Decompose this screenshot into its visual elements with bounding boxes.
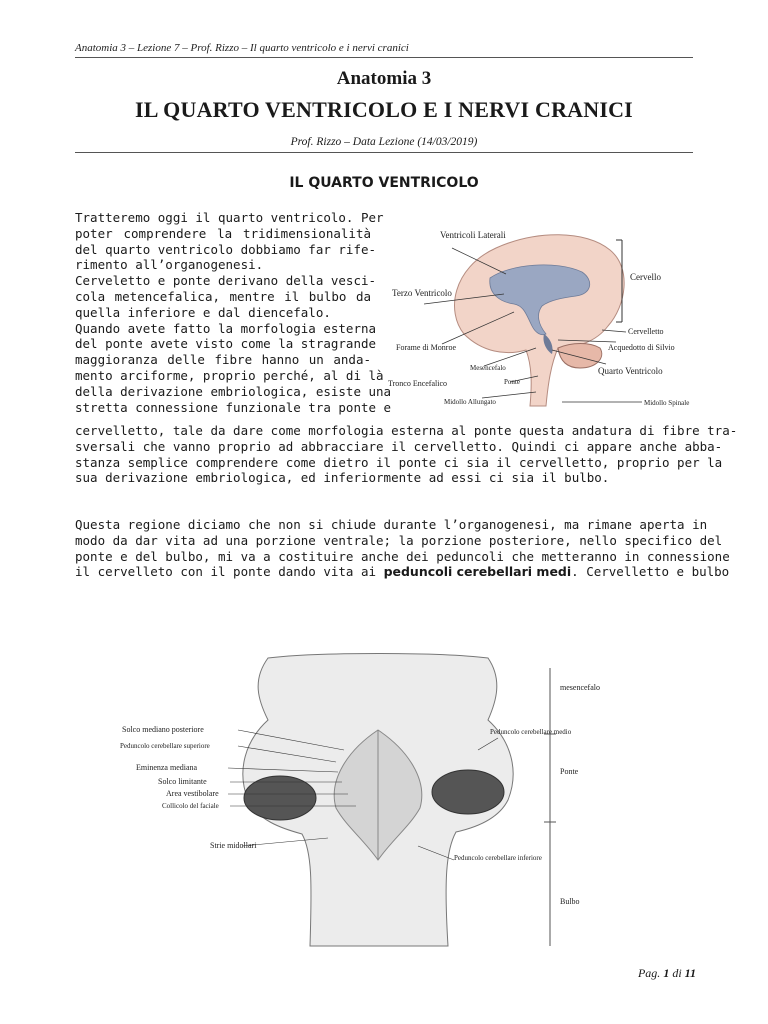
section-title: IL QUARTO VENTRICOLO xyxy=(289,175,479,191)
running-header: Anatomia 3 – Lezione 7 – Prof. Rizzo – Il quarto ventricolo e i nervi cranici xyxy=(75,42,409,54)
text-line: modo da dar vita ad una porzione ventrale; la porzione posteriore, nello specifico del xyxy=(75,532,723,548)
label-midollo-allungato: Midollo Allungato xyxy=(444,398,496,406)
label-peduncolo-inf: Peduncolo cerebellare inferiore xyxy=(454,854,542,862)
label-solco-mediano: Solco mediano posteriore xyxy=(122,725,204,734)
label-terzo-ventricolo: Terzo Ventricolo xyxy=(392,288,452,298)
middle-peduncle-left xyxy=(244,776,316,820)
text-line: Quando avete fatto la morfologia esterna xyxy=(75,320,377,336)
label-collicolo: Collicolo del faciale xyxy=(162,802,219,810)
text-line: stretta connessione funzionale tra ponte e xyxy=(75,399,392,415)
label-quarto-ventricolo: Quarto Ventricolo xyxy=(598,366,663,376)
text-line: Tratteremo oggi il quarto ventricolo. Per xyxy=(75,210,384,225)
text-line: rimento all’organogenesi. xyxy=(75,257,264,273)
text-line: maggioranza delle fibre hanno un anda- xyxy=(75,352,371,368)
text-line: poter comprendere la tridimensionalità xyxy=(75,225,371,241)
cerebellum-shape xyxy=(558,344,602,369)
label-ponte-range: Ponte xyxy=(560,767,579,776)
page-footer xyxy=(638,966,696,981)
label-cervelletto: Cervelletto xyxy=(628,327,664,336)
middle-peduncle-right xyxy=(432,770,504,814)
label-tronco: Tronco Encefalico xyxy=(388,379,448,388)
lecture-meta: Prof. Rizzo – Data Lezione (14/03/2019) xyxy=(290,136,478,148)
footer-page-total: 11 xyxy=(684,966,696,980)
page-title: IL QUARTO VENTRICOLO E I NERVI CRANICI xyxy=(135,97,633,122)
text-line: sua derivazione embriologica, ed inferiormente ad essi ci sia il bulbo. xyxy=(75,470,610,486)
footer-page-number: 1 xyxy=(663,966,670,980)
course-title: Anatomia 3 xyxy=(336,68,432,89)
text-line: del ponte avete visto come la stragrande xyxy=(75,336,377,352)
text-line: Cerveletto e ponte derivano della vesci- xyxy=(75,273,377,289)
text-line: sversali che vanno proprio ad abbracciare il cervelletto. Quindi ci appare anche abba- xyxy=(75,438,723,454)
text-line: ponte e del bulbo, mi va a costituire anche dei peduncoli che metteranno in connessione xyxy=(75,548,730,564)
label-peduncolo-sup: Peduncolo cerebellare superiore xyxy=(120,742,210,750)
bold-term: peduncoli cerebellari medi xyxy=(383,564,572,580)
label-ponte: Ponte xyxy=(504,378,520,386)
label-eminenza: Eminenza mediana xyxy=(136,763,198,772)
text-line: del quarto ventricolo dobbiamo far rife- xyxy=(75,241,377,257)
label-ventricoli-laterali: Ventricoli Laterali xyxy=(440,230,506,240)
label-bulbo-range: Bulbo xyxy=(560,897,580,906)
title-divider xyxy=(75,152,693,153)
label-cervello: Cervello xyxy=(630,272,661,282)
text-line: cola metencefalica, mentre il bulbo da xyxy=(75,288,371,304)
label-peduncolo-medio: Peduncolo cerebellare medio xyxy=(490,728,572,736)
brain-outline xyxy=(455,235,625,406)
text-line: Questa regione diciamo che non si chiude durante l’organogenesi, ma rimane aperta in xyxy=(75,517,708,532)
label-mesencefalo: Mesencefalo xyxy=(470,364,506,372)
brain-ventricles-figure xyxy=(386,216,696,412)
text-segment: il cervelleto con il ponte dando vita ai xyxy=(75,564,384,580)
text-line: della derivazione embriologica, esiste una xyxy=(75,383,392,399)
label-forame: Forame di Monroe xyxy=(396,343,456,352)
label-acquedotto: Acquedotto di Silvio xyxy=(608,343,675,352)
text-line: mento arciforme, proprio perché, al di là xyxy=(75,367,384,383)
text-line xyxy=(75,564,730,580)
paragraph1-left-column xyxy=(75,210,392,415)
paragraph2 xyxy=(75,517,730,580)
text-line: stanza semplice comprendere come dietro il ponte ci sia il cervelletto, proprio per la xyxy=(75,454,723,470)
paragraph1-continued xyxy=(75,423,738,486)
footer-pag: Pag. xyxy=(637,966,661,980)
fourth-ventricle-floor-figure xyxy=(118,650,638,950)
label-midollo-spinale: Midollo Spinale xyxy=(644,399,690,407)
header-divider xyxy=(75,57,693,58)
text-line: cervelletto, tale da dare come morfologia esterna al ponte questa andatura di fibre tra- xyxy=(75,423,738,438)
text-segment: . Cervelletto e bulbo xyxy=(571,564,730,580)
label-area-vestibolare: Area vestibolare xyxy=(166,789,219,798)
label-mesencefalo-range: mesencefalo xyxy=(560,683,600,692)
label-strie: Strie midollari xyxy=(210,841,257,850)
label-solco-limitante: Solco limitante xyxy=(158,777,207,786)
footer-di: di xyxy=(672,966,682,980)
text-line: quella inferiore e dal diencefalo. xyxy=(75,304,331,320)
